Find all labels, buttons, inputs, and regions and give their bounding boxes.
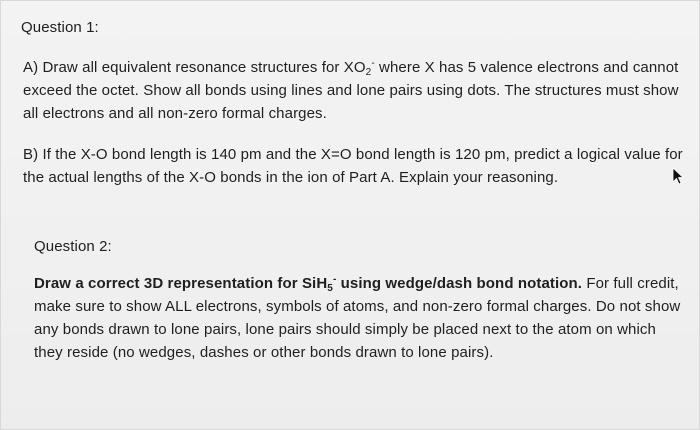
question-2-rest: For full credit, make sure to show ALL electrons, symbols of atoms, and non-zero formal charges. Do not show any bonds drawn to lone pairs, lone pairs should simply be placed next to the atom on which they reside (no wedges, dashes or other bonds drawn to lone pairs). [34,275,681,361]
part-a-line1-pre: A) Draw all equivalent resonance structures for XO [23,59,366,76]
question-2-bold-pre: Draw a correct 3D representation for SiH [34,275,328,292]
question-2-bold-post: using wedge/dash bond notation. [336,275,583,292]
question-2-subscript: 5 [327,283,333,294]
question-2-body [34,272,684,364]
part-a-line1-post: where X has 5 valence electrons and [374,59,629,76]
question-1-title: Question 1: [21,19,99,36]
question-1-part-a [23,56,683,125]
part-a-rest: cannot exceed the octet. Show all bonds using lines and lone pairs using dots. The structures must show all electrons and all non-zero formal charges. [23,59,679,122]
question-2-title: Question 2: [34,238,112,255]
mouse-cursor-icon [671,167,685,185]
question-2-superscript: - [332,274,337,285]
question-1-part-b: B) If the X-O bond length is 140 pm and the X=O bond length is 120 pm, predict a logical value for the actual lengths of the X-O bonds in the ion of Part A. Explain your reasoning. [23,146,683,186]
part-a-subscript: 2 [365,67,372,78]
part-a-superscript: - [371,58,375,69]
